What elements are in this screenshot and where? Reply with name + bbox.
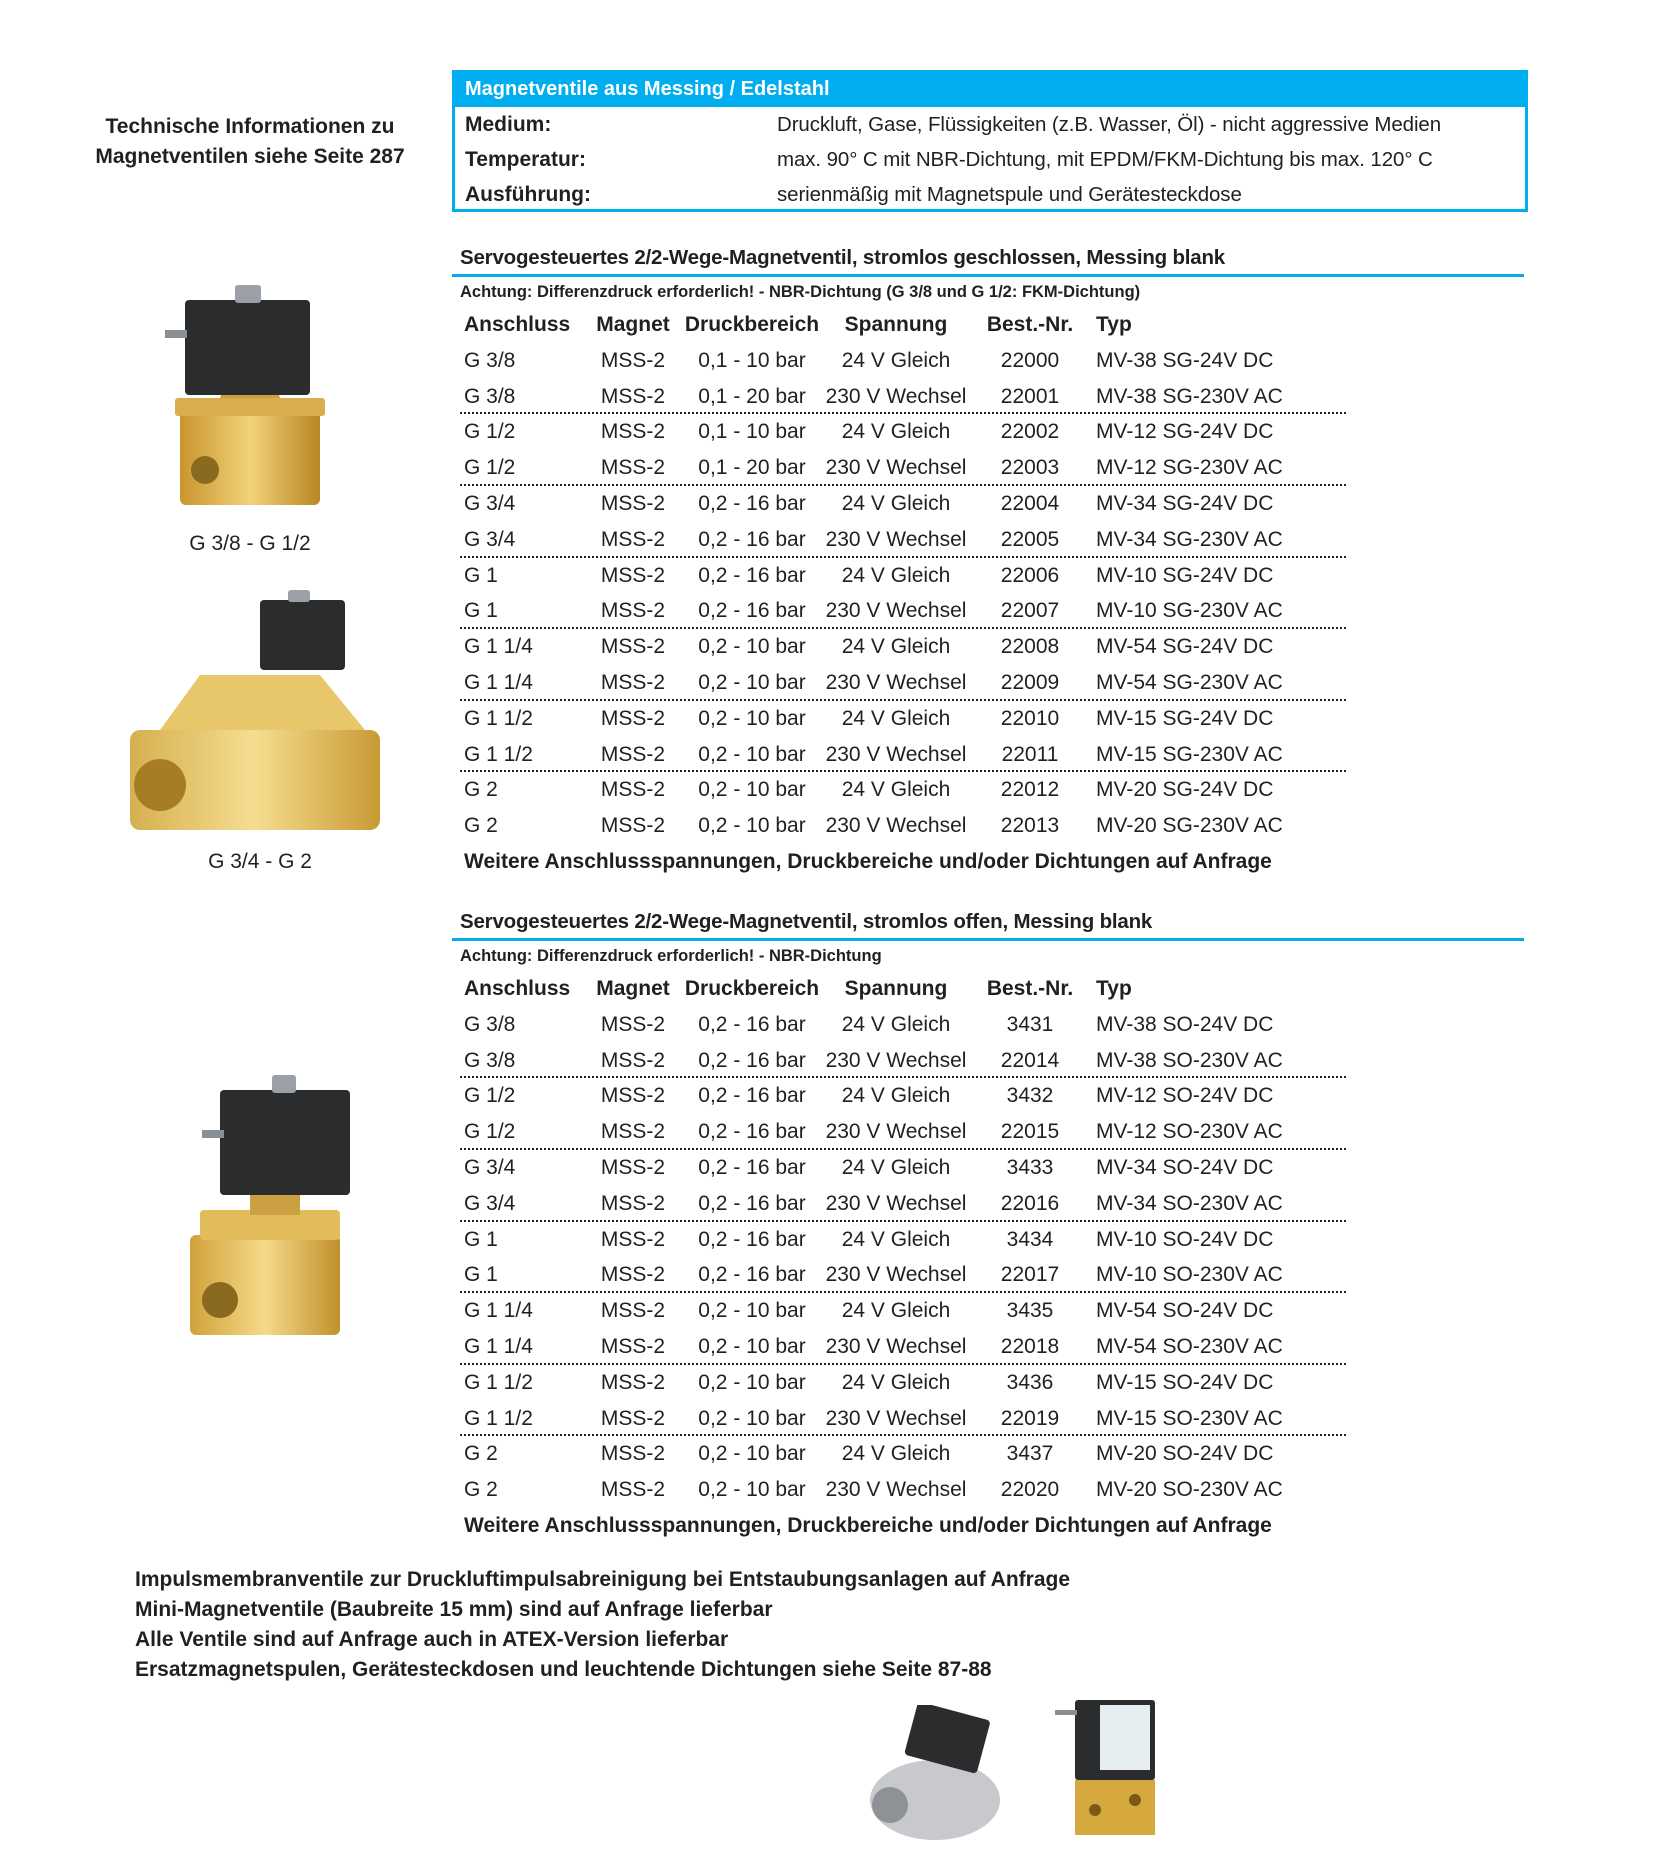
cell-type: MV-12 SG-230V AC xyxy=(1096,456,1283,480)
cell-voltage: 24 V Gleich xyxy=(841,778,951,802)
table-row xyxy=(460,1401,1346,1437)
table-row xyxy=(460,1436,1346,1472)
cell-magnet: MSS-2 xyxy=(600,1442,666,1466)
bottom-notes xyxy=(135,1565,1070,1685)
table-row xyxy=(460,379,1346,415)
cell-pressure-range: 0,2 - 10 bar xyxy=(698,1299,806,1323)
section-title: Servogesteuertes 2/2-Wege-Magnetventil, stromlos offen, Messing blank xyxy=(460,910,1153,933)
cell-connection: G 1/2 xyxy=(464,456,516,480)
port-opening xyxy=(872,1787,908,1823)
cell-pressure-range: 0,1 - 20 bar xyxy=(698,384,806,408)
table-row xyxy=(460,522,1346,558)
table-row xyxy=(460,629,1346,665)
cell-connection: G 3/8 xyxy=(464,384,516,408)
cell-connection: G 1 xyxy=(464,1227,498,1251)
cell-order-number: 22003 xyxy=(1000,456,1060,480)
cell-connection: G 1 xyxy=(464,563,498,587)
cell-voltage: 230 V Wechsel xyxy=(825,1191,967,1215)
solenoid-coil xyxy=(185,300,310,395)
table-row xyxy=(460,1114,1346,1150)
cell-pressure-range: 0,2 - 10 bar xyxy=(698,1334,806,1358)
cell-voltage: 24 V Gleich xyxy=(841,348,951,372)
cell-voltage: 24 V Gleich xyxy=(841,1084,951,1108)
column-header-connection: Anschluss xyxy=(464,313,571,336)
brass-base xyxy=(1075,1780,1155,1835)
cell-order-number: 22000 xyxy=(1000,348,1060,372)
cell-pressure-range: 0,2 - 16 bar xyxy=(698,563,806,587)
cell-connection: G 3/4 xyxy=(464,527,516,551)
cell-type: MV-10 SO-230V AC xyxy=(1096,1263,1283,1287)
cell-voltage: 230 V Wechsel xyxy=(825,456,967,480)
cell-order-number: 22013 xyxy=(1000,814,1060,838)
cell-order-number: 22010 xyxy=(1000,706,1060,730)
cell-order-number: 22009 xyxy=(1000,670,1060,694)
cell-type: MV-12 SO-230V AC xyxy=(1096,1120,1283,1144)
section-normally-closed xyxy=(460,242,1526,880)
table-row xyxy=(460,701,1346,737)
cell-magnet: MSS-2 xyxy=(600,706,666,730)
cell-type: MV-34 SO-24V DC xyxy=(1096,1155,1274,1179)
info-row-design xyxy=(455,177,1525,212)
cell-voltage: 230 V Wechsel xyxy=(825,814,967,838)
column-header-type: Typ xyxy=(1096,977,1132,1000)
cell-pressure-range: 0,2 - 10 bar xyxy=(698,1478,806,1502)
cell-magnet: MSS-2 xyxy=(600,456,666,480)
bottom-note: Alle Ventile sind auf Anfrage auch in ATEX-Version lieferbar xyxy=(135,1628,729,1651)
cell-magnet: MSS-2 xyxy=(600,1478,666,1502)
cell-type: MV-10 SG-24V DC xyxy=(1096,563,1274,587)
cell-pressure-range: 0,2 - 16 bar xyxy=(698,1263,806,1287)
section-title: Servogesteuertes 2/2-Wege-Magnetventil, stromlos geschlossen, Messing blank xyxy=(460,246,1226,269)
cell-voltage: 230 V Wechsel xyxy=(825,599,967,623)
table-row xyxy=(460,1329,1346,1365)
info-value: Druckluft, Gase, Flüssigkeiten (z.B. Wasser, Öl) - nicht aggressive Medien xyxy=(777,113,1442,136)
cell-connection: G 1 1/4 xyxy=(464,635,533,659)
cell-pressure-range: 0,1 - 20 bar xyxy=(698,456,806,480)
cell-voltage: 230 V Wechsel xyxy=(825,1120,967,1144)
table-row xyxy=(460,486,1346,522)
table-row xyxy=(460,593,1346,629)
cell-type: MV-15 SO-230V AC xyxy=(1096,1406,1283,1430)
cell-pressure-range: 0,2 - 16 bar xyxy=(698,1048,806,1072)
cell-voltage: 24 V Gleich xyxy=(841,563,951,587)
cell-order-number: 3436 xyxy=(1006,1370,1054,1394)
cell-voltage: 24 V Gleich xyxy=(841,1370,951,1394)
cell-pressure-range: 0,2 - 10 bar xyxy=(698,814,806,838)
cell-order-number: 3437 xyxy=(1006,1442,1054,1466)
cell-type: MV-15 SG-24V DC xyxy=(1096,706,1274,730)
table-row xyxy=(460,1257,1346,1293)
port-opening xyxy=(191,456,219,484)
cell-magnet: MSS-2 xyxy=(600,1048,666,1072)
technical-info-reference xyxy=(70,112,430,172)
solenoid-coil xyxy=(220,1090,350,1195)
coil-nut xyxy=(288,590,310,602)
table-row xyxy=(460,1007,1346,1043)
info-label: Ausführung: xyxy=(465,183,591,206)
cell-magnet: MSS-2 xyxy=(600,670,666,694)
side-note-line-1: Technische Informationen zu xyxy=(105,115,395,138)
cell-type: MV-38 SO-24V DC xyxy=(1096,1012,1274,1036)
cell-order-number: 3432 xyxy=(1006,1084,1054,1108)
cell-pressure-range: 0,2 - 10 bar xyxy=(698,742,806,766)
table-row xyxy=(460,558,1346,594)
section-footer: Weitere Anschlussspannungen, Druckbereiche und/oder Dichtungen auf Anfrage xyxy=(464,849,1272,873)
column-header-type: Typ xyxy=(1096,313,1132,336)
cell-connection: G 1 xyxy=(464,1263,498,1287)
cell-order-number: 22014 xyxy=(1000,1048,1060,1072)
cell-order-number: 22006 xyxy=(1000,563,1060,587)
cell-connection: G 1/2 xyxy=(464,420,516,444)
section-footer: Weitere Anschlussspannungen, Druckbereiche und/oder Dichtungen auf Anfrage xyxy=(464,1513,1272,1537)
cell-pressure-range: 0,2 - 10 bar xyxy=(698,706,806,730)
cell-voltage: 230 V Wechsel xyxy=(825,1263,967,1287)
cell-connection: G 1 xyxy=(464,599,498,623)
solenoid-coil xyxy=(260,600,345,670)
cell-connection: G 1 1/2 xyxy=(464,1370,533,1394)
table-row xyxy=(460,1222,1346,1258)
table-row xyxy=(460,1150,1346,1186)
cell-connection: G 2 xyxy=(464,814,498,838)
cell-magnet: MSS-2 xyxy=(600,527,666,551)
column-header-order-number: Best.-Nr. xyxy=(986,313,1074,336)
cell-pressure-range: 0,2 - 16 bar xyxy=(698,491,806,515)
cell-connection: G 1 1/4 xyxy=(464,1299,533,1323)
cell-type: MV-54 SO-24V DC xyxy=(1096,1299,1274,1323)
info-row-temperature xyxy=(455,142,1525,177)
cell-voltage: 24 V Gleich xyxy=(841,420,951,444)
cell-magnet: MSS-2 xyxy=(600,1299,666,1323)
cell-voltage: 230 V Wechsel xyxy=(825,1048,967,1072)
cell-connection: G 1/2 xyxy=(464,1120,516,1144)
column-header-connection: Anschluss xyxy=(464,977,571,1000)
cell-pressure-range: 0,1 - 10 bar xyxy=(698,420,806,444)
info-box-title: Magnetventile aus Messing / Edelstahl xyxy=(455,73,1525,107)
cell-magnet: MSS-2 xyxy=(600,420,666,444)
caption-large-valve: G 3/4 - G 2 xyxy=(208,850,312,873)
table-row xyxy=(460,414,1346,450)
cell-connection: G 3/4 xyxy=(464,1155,516,1179)
cell-type: MV-20 SO-24V DC xyxy=(1096,1442,1274,1466)
cell-magnet: MSS-2 xyxy=(600,1012,666,1036)
cell-order-number: 3431 xyxy=(1006,1012,1054,1036)
cell-order-number: 22002 xyxy=(1000,420,1060,444)
column-header-magnet: Magnet xyxy=(596,977,670,1000)
table-row xyxy=(460,808,1346,844)
cell-order-number: 3434 xyxy=(1006,1227,1054,1251)
product-table xyxy=(460,307,1346,880)
cell-type: MV-15 SG-230V AC xyxy=(1096,742,1283,766)
cell-pressure-range: 0,2 - 16 bar xyxy=(698,527,806,551)
cell-order-number: 22004 xyxy=(1000,491,1060,515)
bottom-note: Impulsmembranventile zur Druckluftimpulsabreinigung bei Entstaubungsanlagen auf Anfrage xyxy=(135,1568,1071,1591)
table-row xyxy=(460,1365,1346,1401)
cell-connection: G 1 1/2 xyxy=(464,706,533,730)
coil-nut xyxy=(235,285,261,303)
cell-type: MV-12 SO-24V DC xyxy=(1096,1084,1274,1108)
cell-order-number: 22007 xyxy=(1000,599,1060,623)
cell-pressure-range: 0,1 - 10 bar xyxy=(698,348,806,372)
cell-order-number: 22020 xyxy=(1000,1478,1060,1502)
cell-pressure-range: 0,2 - 16 bar xyxy=(698,1084,806,1108)
column-header-voltage: Spannung xyxy=(844,977,948,1000)
table-header-row xyxy=(460,307,1346,343)
cell-voltage: 24 V Gleich xyxy=(841,706,951,730)
cell-magnet: MSS-2 xyxy=(600,348,666,372)
table-row xyxy=(460,1293,1346,1329)
cell-magnet: MSS-2 xyxy=(600,814,666,838)
cell-magnet: MSS-2 xyxy=(600,1334,666,1358)
cell-connection: G 3/8 xyxy=(464,1012,516,1036)
port-opening xyxy=(1129,1794,1141,1806)
port-opening xyxy=(202,1282,238,1318)
cell-type: MV-54 SG-230V AC xyxy=(1096,670,1283,694)
cell-connection: G 2 xyxy=(464,1478,498,1502)
info-row-medium xyxy=(455,107,1525,142)
column-header-pressure-range: Druckbereich xyxy=(684,977,820,1000)
cell-pressure-range: 0,2 - 16 bar xyxy=(698,599,806,623)
cell-type: MV-20 SG-24V DC xyxy=(1096,778,1274,802)
cell-magnet: MSS-2 xyxy=(600,1370,666,1394)
cell-connection: G 2 xyxy=(464,1442,498,1466)
valve-cover xyxy=(160,675,365,730)
cell-order-number: 22019 xyxy=(1000,1406,1060,1430)
cell-connection: G 1/2 xyxy=(464,1084,516,1108)
caption-small-valve: G 3/8 - G 1/2 xyxy=(189,532,311,555)
cell-voltage: 230 V Wechsel xyxy=(825,742,967,766)
table-row xyxy=(460,665,1346,701)
cell-pressure-range: 0,2 - 16 bar xyxy=(698,1191,806,1215)
cell-voltage: 230 V Wechsel xyxy=(825,1334,967,1358)
cell-voltage: 230 V Wechsel xyxy=(825,527,967,551)
cell-pressure-range: 0,2 - 10 bar xyxy=(698,635,806,659)
cell-order-number: 22011 xyxy=(1001,742,1059,766)
cell-pressure-range: 0,2 - 10 bar xyxy=(698,1406,806,1430)
bottom-note: Mini-Magnetventile (Baubreite 15 mm) sind auf Anfrage lieferbar xyxy=(135,1598,773,1621)
cell-magnet: MSS-2 xyxy=(600,1084,666,1108)
cell-magnet: MSS-2 xyxy=(600,491,666,515)
cell-voltage: 230 V Wechsel xyxy=(825,1406,967,1430)
cell-pressure-range: 0,2 - 16 bar xyxy=(698,1155,806,1179)
cell-connection: G 3/4 xyxy=(464,1191,516,1215)
table-row xyxy=(460,1472,1346,1508)
cell-order-number: 22017 xyxy=(1000,1263,1060,1287)
cell-voltage: 24 V Gleich xyxy=(841,635,951,659)
cell-voltage: 230 V Wechsel xyxy=(825,1478,967,1502)
cell-order-number: 22016 xyxy=(1000,1191,1060,1215)
cell-magnet: MSS-2 xyxy=(600,635,666,659)
port-opening xyxy=(1089,1804,1101,1816)
section-normally-open xyxy=(460,906,1526,1544)
table-row xyxy=(460,1043,1346,1079)
cell-pressure-range: 0,2 - 10 bar xyxy=(698,1442,806,1466)
cell-order-number: 3435 xyxy=(1006,1299,1054,1323)
cell-pressure-range: 0,2 - 16 bar xyxy=(698,1012,806,1036)
cell-magnet: MSS-2 xyxy=(600,599,666,623)
cell-type: MV-34 SO-230V AC xyxy=(1096,1191,1283,1215)
product-table xyxy=(460,971,1346,1544)
cell-magnet: MSS-2 xyxy=(600,1227,666,1251)
cell-magnet: MSS-2 xyxy=(600,1263,666,1287)
mini-valve-image xyxy=(1055,1700,1165,1845)
cell-connection: G 1 1/2 xyxy=(464,742,533,766)
cell-order-number: 22008 xyxy=(1000,635,1060,659)
cell-connection: G 2 xyxy=(464,778,498,802)
cell-pressure-range: 0,2 - 10 bar xyxy=(698,1370,806,1394)
coil-pin xyxy=(165,330,187,338)
cell-voltage: 24 V Gleich xyxy=(841,1442,951,1466)
cell-type: MV-34 SG-24V DC xyxy=(1096,491,1274,515)
cell-pressure-range: 0,2 - 10 bar xyxy=(698,670,806,694)
cell-voltage: 24 V Gleich xyxy=(841,1155,951,1179)
table-row xyxy=(460,1186,1346,1222)
cell-type: MV-38 SG-230V AC xyxy=(1096,384,1283,408)
cell-type: MV-54 SG-24V DC xyxy=(1096,635,1274,659)
cell-order-number: 22001 xyxy=(1000,384,1060,408)
side-note-line-2: Magnetventilen siehe Seite 287 xyxy=(95,145,405,168)
cell-connection: G 3/8 xyxy=(464,348,516,372)
table-row xyxy=(460,1078,1346,1114)
info-label: Medium: xyxy=(465,113,552,136)
cell-type: MV-34 SG-230V AC xyxy=(1096,527,1283,551)
column-header-pressure-range: Druckbereich xyxy=(684,313,820,336)
section-note: Achtung: Differenzdruck erforderlich! - NBR-Dichtung (G 3/8 und G 1/2: FKM-Dichtung) xyxy=(460,283,1141,301)
column-header-order-number: Best.-Nr. xyxy=(986,977,1074,1000)
cell-type: MV-12 SG-24V DC xyxy=(1096,420,1274,444)
cell-voltage: 24 V Gleich xyxy=(841,491,951,515)
cell-connection: G 3/8 xyxy=(464,1048,516,1072)
info-value: serienmäßig mit Magnetspule und Gerätesteckdose xyxy=(777,183,1242,206)
cell-type: MV-54 SO-230V AC xyxy=(1096,1334,1283,1358)
valve-image-small xyxy=(160,270,340,520)
cell-magnet: MSS-2 xyxy=(600,1120,666,1144)
pulse-valve-image xyxy=(860,1705,1010,1845)
coil-pin xyxy=(1055,1710,1077,1715)
cell-pressure-range: 0,2 - 10 bar xyxy=(698,778,806,802)
cell-connection: G 1 1/2 xyxy=(464,1406,533,1430)
cell-magnet: MSS-2 xyxy=(600,1191,666,1215)
valve-flange xyxy=(175,398,325,416)
cell-type: MV-15 SO-24V DC xyxy=(1096,1370,1274,1394)
cell-voltage: 230 V Wechsel xyxy=(825,670,967,694)
table-row xyxy=(460,450,1346,486)
cell-voltage: 24 V Gleich xyxy=(841,1299,951,1323)
column-header-voltage: Spannung xyxy=(844,313,948,336)
cell-connection: G 1 1/4 xyxy=(464,670,533,694)
cell-type: MV-10 SO-24V DC xyxy=(1096,1227,1274,1251)
info-box xyxy=(452,70,1528,212)
cell-order-number: 22015 xyxy=(1000,1120,1060,1144)
cell-magnet: MSS-2 xyxy=(600,384,666,408)
table-row xyxy=(460,343,1346,379)
cell-type: MV-20 SO-230V AC xyxy=(1096,1478,1283,1502)
cell-pressure-range: 0,2 - 16 bar xyxy=(698,1120,806,1144)
cell-magnet: MSS-2 xyxy=(600,1406,666,1430)
coil-nut xyxy=(272,1075,296,1093)
port-opening xyxy=(134,759,186,811)
cell-connection: G 1 1/4 xyxy=(464,1334,533,1358)
valve-image-large xyxy=(120,590,400,840)
table-header-row xyxy=(460,971,1346,1007)
valve-image-normally-open xyxy=(180,1070,360,1350)
cell-magnet: MSS-2 xyxy=(600,778,666,802)
cell-magnet: MSS-2 xyxy=(600,563,666,587)
section-note: Achtung: Differenzdruck erforderlich! - NBR-Dichtung xyxy=(460,947,882,965)
cell-type: MV-10 SG-230V AC xyxy=(1096,599,1283,623)
cell-magnet: MSS-2 xyxy=(600,742,666,766)
info-label: Temperatur: xyxy=(465,148,586,171)
cell-voltage: 24 V Gleich xyxy=(841,1227,951,1251)
cell-connection: G 3/4 xyxy=(464,491,516,515)
cell-type: MV-38 SG-24V DC xyxy=(1096,348,1274,372)
cell-voltage: 24 V Gleich xyxy=(841,1012,951,1036)
cell-type: MV-38 SO-230V AC xyxy=(1096,1048,1283,1072)
cell-type: MV-20 SG-230V AC xyxy=(1096,814,1283,838)
cell-voltage: 230 V Wechsel xyxy=(825,384,967,408)
table-row xyxy=(460,772,1346,808)
cell-order-number: 22005 xyxy=(1000,527,1060,551)
table-row xyxy=(460,737,1346,773)
coil-label xyxy=(1100,1705,1150,1770)
info-value: max. 90° C mit NBR-Dichtung, mit EPDM/FKM-Dichtung bis max. 120° C xyxy=(777,148,1433,171)
column-header-magnet: Magnet xyxy=(596,313,670,336)
cell-pressure-range: 0,2 - 16 bar xyxy=(698,1227,806,1251)
cell-magnet: MSS-2 xyxy=(600,1155,666,1179)
cell-order-number: 22018 xyxy=(1000,1334,1060,1358)
bottom-note: Ersatzmagnetspulen, Gerätesteckdosen und leuchtende Dichtungen siehe Seite 87-88 xyxy=(135,1658,992,1681)
cell-order-number: 22012 xyxy=(1000,778,1060,802)
cell-order-number: 3433 xyxy=(1006,1155,1054,1179)
coil-pin xyxy=(202,1130,224,1138)
